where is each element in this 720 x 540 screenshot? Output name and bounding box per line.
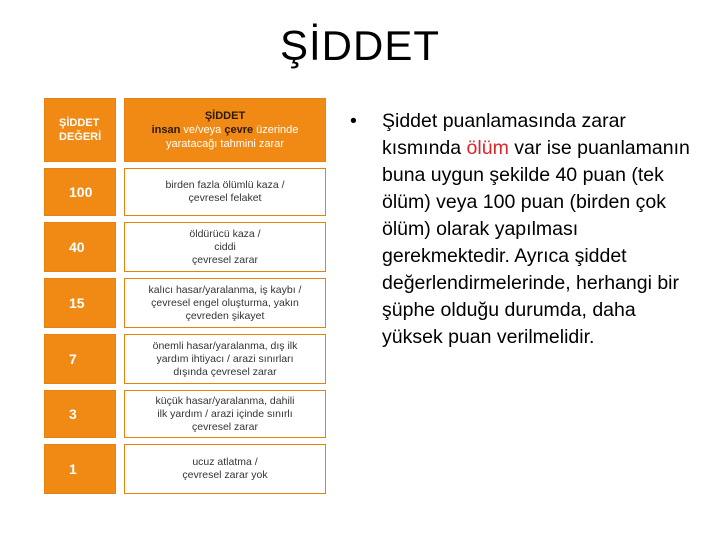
highlight-word: ölüm (466, 137, 509, 159)
table-row (44, 444, 326, 494)
description-line: kalıcı hasar/yaralanma, iş kaybı / (148, 283, 302, 296)
description-line: çevresel felaket (188, 192, 262, 204)
bullet-point (350, 108, 695, 351)
table-row (44, 278, 326, 328)
description-line: çevreden şikayet (185, 309, 265, 322)
description-line: dışında çevresel zarar (173, 365, 277, 378)
table-header-row (44, 98, 326, 162)
severity-value: 100 (69, 184, 93, 200)
table-row (44, 168, 326, 216)
header-left-line2: DEĞERİ (59, 131, 102, 143)
description-line: ciddi (214, 240, 236, 253)
header-right-line2: insan ve/veya çevre üzerinde (151, 124, 299, 136)
description-line: çevresel engel oluşturma, yakın (151, 296, 299, 309)
bullet-icon: • (350, 110, 357, 132)
severity-value: 1 (69, 461, 77, 477)
header-right-line3: yaratacağı tahmini zarar (166, 138, 284, 150)
table-row (44, 390, 326, 438)
description-line: önemli hasar/yaralanma, dış ilk (152, 339, 298, 352)
description-line: ilk yardım / arazi içinde sınırlı (157, 407, 293, 420)
header-severity-value-cell (44, 98, 116, 162)
header-description-cell (124, 98, 326, 162)
description-line: küçük hasar/yaralanma, dahili (155, 394, 295, 407)
description-line: çevresel zarar (192, 420, 258, 433)
table-row (44, 222, 326, 272)
header-left-line1: ŞİDDET (59, 117, 100, 129)
description-line: yardım ihtiyacı / arazi sınırları (156, 352, 294, 365)
description-line: çevresel zarar yok (182, 469, 268, 481)
severity-value: 40 (69, 239, 85, 255)
description-line: birden fazla ölümlü kaza / (165, 179, 285, 191)
severity-value: 15 (69, 295, 85, 311)
table-row (44, 334, 326, 384)
page-title: ŞİDDET (279, 22, 440, 69)
header-right-line1: ŞİDDET (204, 110, 246, 122)
description-line: öldürücü kaza / (189, 227, 261, 240)
severity-value: 7 (69, 351, 77, 367)
bullet-text: Şiddet puanlamasında zarar kısmında ölüm var ise puanlamanın buna uygun şekilde 40 puan (tek ölüm) veya 100 puan (birden çok ölüm) olarak yapılması gerekmektedir. Ayrıca şiddet değerlendirmelerinde, herhangi bir şüphe olduğu durumda, daha yüksek puan verilmelidir. (382, 110, 690, 348)
severity-value: 3 (69, 406, 77, 422)
description-line: çevresel zarar (192, 253, 258, 266)
description-line: ucuz atlatma / (192, 456, 258, 468)
